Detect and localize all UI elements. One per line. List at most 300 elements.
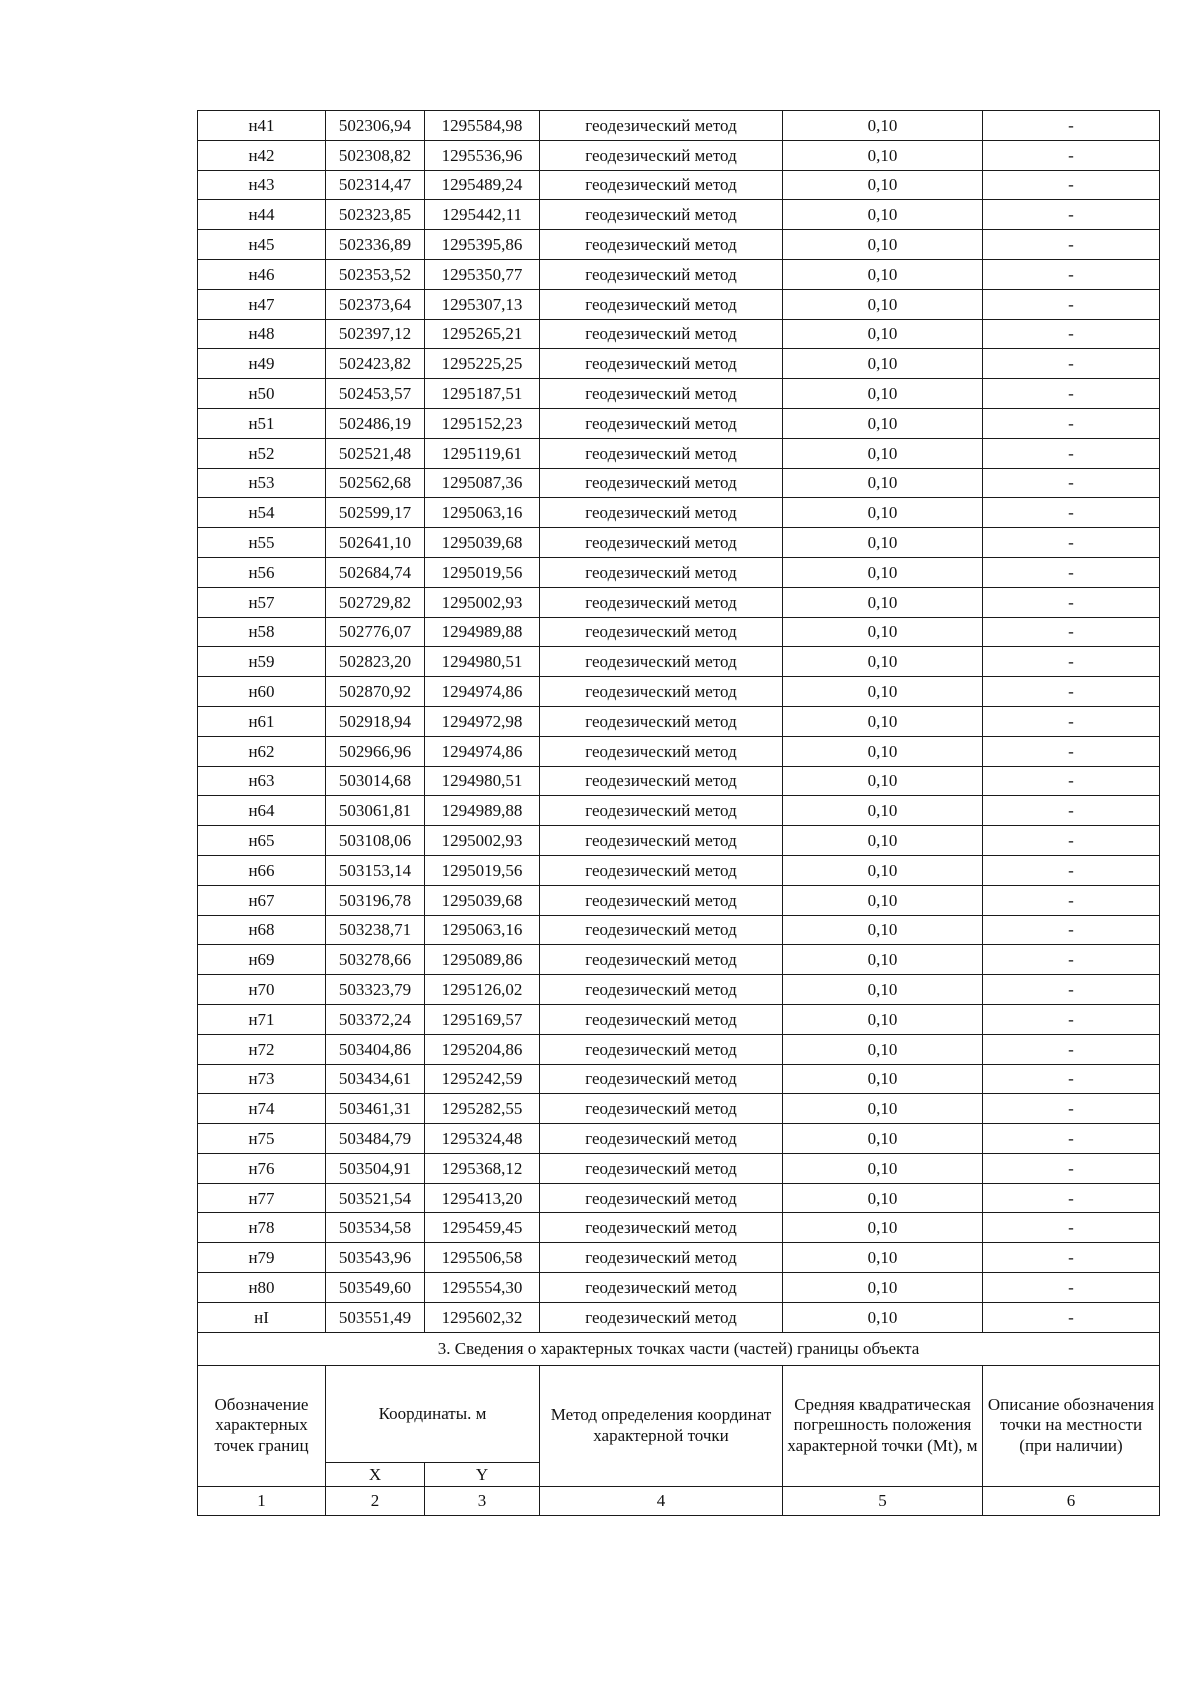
method-cell: геодезический метод bbox=[540, 408, 783, 438]
method-cell: геодезический метод bbox=[540, 945, 783, 975]
method-cell: геодезический метод bbox=[540, 1094, 783, 1124]
method-cell: геодезический метод bbox=[540, 736, 783, 766]
method-cell: геодезический метод bbox=[540, 200, 783, 230]
accuracy-cell: 0,10 bbox=[783, 1064, 983, 1094]
accuracy-cell: 0,10 bbox=[783, 766, 983, 796]
accuracy-cell: 0,10 bbox=[783, 796, 983, 826]
x-coordinate-cell: 502308,82 bbox=[326, 140, 425, 170]
description-cell: - bbox=[983, 111, 1160, 141]
point-cell: н56 bbox=[198, 557, 326, 587]
description-cell: - bbox=[983, 855, 1160, 885]
column-number: 2 bbox=[326, 1486, 425, 1515]
description-cell: - bbox=[983, 766, 1160, 796]
y-coordinate-cell: 1295152,23 bbox=[425, 408, 540, 438]
y-coordinate-cell: 1295019,56 bbox=[425, 557, 540, 587]
y-coordinate-cell: 1295307,13 bbox=[425, 289, 540, 319]
table-row bbox=[198, 408, 1160, 438]
accuracy-cell: 0,10 bbox=[783, 498, 983, 528]
y-coordinate-cell: 1295126,02 bbox=[425, 975, 540, 1005]
table-row bbox=[198, 587, 1160, 617]
point-cell: н73 bbox=[198, 1064, 326, 1094]
x-coordinate-cell: 503278,66 bbox=[326, 945, 425, 975]
point-cell: н49 bbox=[198, 349, 326, 379]
description-cell: - bbox=[983, 1273, 1160, 1303]
point-cell: н77 bbox=[198, 1183, 326, 1213]
point-cell: н45 bbox=[198, 230, 326, 260]
table-row bbox=[198, 736, 1160, 766]
x-coordinate-cell: 502918,94 bbox=[326, 706, 425, 736]
x-coordinate-cell: 503534,58 bbox=[326, 1213, 425, 1243]
point-cell: н74 bbox=[198, 1094, 326, 1124]
y-coordinate-cell: 1295204,86 bbox=[425, 1034, 540, 1064]
y-coordinate-cell: 1294974,86 bbox=[425, 677, 540, 707]
description-cell: - bbox=[983, 1064, 1160, 1094]
table-row bbox=[198, 468, 1160, 498]
description-cell: - bbox=[983, 259, 1160, 289]
y-coordinate-cell: 1295039,68 bbox=[425, 528, 540, 558]
description-cell: - bbox=[983, 408, 1160, 438]
x-coordinate-cell: 502453,57 bbox=[326, 379, 425, 409]
point-cell: н61 bbox=[198, 706, 326, 736]
x-coordinate-cell: 503404,86 bbox=[326, 1034, 425, 1064]
x-coordinate-cell: 503504,91 bbox=[326, 1153, 425, 1183]
accuracy-cell: 0,10 bbox=[783, 200, 983, 230]
description-cell: - bbox=[983, 945, 1160, 975]
y-coordinate-cell: 1295087,36 bbox=[425, 468, 540, 498]
y-coordinate-cell: 1295489,24 bbox=[425, 170, 540, 200]
table-row bbox=[198, 706, 1160, 736]
x-coordinate-cell: 502486,19 bbox=[326, 408, 425, 438]
description-cell: - bbox=[983, 289, 1160, 319]
accuracy-cell: 0,10 bbox=[783, 528, 983, 558]
x-coordinate-cell: 503153,14 bbox=[326, 855, 425, 885]
table-row bbox=[198, 796, 1160, 826]
y-coordinate-cell: 1295442,11 bbox=[425, 200, 540, 230]
table-row bbox=[198, 945, 1160, 975]
table-row bbox=[198, 1124, 1160, 1154]
accuracy-cell: 0,10 bbox=[783, 557, 983, 587]
y-coordinate-cell: 1295187,51 bbox=[425, 379, 540, 409]
table-row bbox=[198, 170, 1160, 200]
description-cell: - bbox=[983, 915, 1160, 945]
y-coordinate-cell: 1295265,21 bbox=[425, 319, 540, 349]
y-coordinate-cell: 1295350,77 bbox=[425, 259, 540, 289]
x-coordinate-cell: 503461,31 bbox=[326, 1094, 425, 1124]
point-cell: н64 bbox=[198, 796, 326, 826]
method-cell: геодезический метод bbox=[540, 557, 783, 587]
description-cell: - bbox=[983, 1213, 1160, 1243]
y-coordinate-cell: 1295368,12 bbox=[425, 1153, 540, 1183]
description-cell: - bbox=[983, 587, 1160, 617]
description-cell: - bbox=[983, 1153, 1160, 1183]
header-point-designation: Обозначение характерных точек границ bbox=[198, 1365, 326, 1486]
column-number: 1 bbox=[198, 1486, 326, 1515]
point-cell: н59 bbox=[198, 647, 326, 677]
description-cell: - bbox=[983, 1034, 1160, 1064]
method-cell: геодезический метод bbox=[540, 1064, 783, 1094]
accuracy-cell: 0,10 bbox=[783, 736, 983, 766]
y-coordinate-cell: 1295002,93 bbox=[425, 587, 540, 617]
point-cell: н69 bbox=[198, 945, 326, 975]
y-coordinate-cell: 1294980,51 bbox=[425, 766, 540, 796]
table-row bbox=[198, 230, 1160, 260]
method-cell: геодезический метод bbox=[540, 1124, 783, 1154]
method-cell: геодезический метод bbox=[540, 855, 783, 885]
description-cell: - bbox=[983, 1243, 1160, 1273]
accuracy-cell: 0,10 bbox=[783, 1004, 983, 1034]
table-row bbox=[198, 826, 1160, 856]
method-cell: геодезический метод bbox=[540, 617, 783, 647]
method-cell: геодезический метод bbox=[540, 230, 783, 260]
x-coordinate-cell: 503108,06 bbox=[326, 826, 425, 856]
accuracy-cell: 0,10 bbox=[783, 468, 983, 498]
description-cell: - bbox=[983, 1302, 1160, 1332]
method-cell: геодезический метод bbox=[540, 1213, 783, 1243]
table-row bbox=[198, 1273, 1160, 1303]
accuracy-cell: 0,10 bbox=[783, 587, 983, 617]
point-cell: н51 bbox=[198, 408, 326, 438]
method-cell: геодезический метод bbox=[540, 1273, 783, 1303]
point-cell: н46 bbox=[198, 259, 326, 289]
point-cell: н71 bbox=[198, 1004, 326, 1034]
table-row bbox=[198, 885, 1160, 915]
method-cell: геодезический метод bbox=[540, 438, 783, 468]
description-cell: - bbox=[983, 528, 1160, 558]
description-cell: - bbox=[983, 826, 1160, 856]
accuracy-cell: 0,10 bbox=[783, 826, 983, 856]
description-cell: - bbox=[983, 706, 1160, 736]
coordinates-table bbox=[197, 110, 1160, 1516]
method-cell: геодезический метод bbox=[540, 915, 783, 945]
x-coordinate-cell: 503014,68 bbox=[326, 766, 425, 796]
y-coordinate-cell: 1295039,68 bbox=[425, 885, 540, 915]
x-coordinate-cell: 502870,92 bbox=[326, 677, 425, 707]
description-cell: - bbox=[983, 885, 1160, 915]
table-row bbox=[198, 438, 1160, 468]
x-coordinate-cell: 502521,48 bbox=[326, 438, 425, 468]
point-cell: н63 bbox=[198, 766, 326, 796]
accuracy-cell: 0,10 bbox=[783, 1273, 983, 1303]
description-cell: - bbox=[983, 1094, 1160, 1124]
description-cell: - bbox=[983, 319, 1160, 349]
table-row bbox=[198, 1213, 1160, 1243]
section3-title: 3. Сведения о характерных точках части (частей) границы объекта bbox=[198, 1332, 1160, 1365]
point-cell: н52 bbox=[198, 438, 326, 468]
accuracy-cell: 0,10 bbox=[783, 677, 983, 707]
y-coordinate-cell: 1295119,61 bbox=[425, 438, 540, 468]
point-cell: н58 bbox=[198, 617, 326, 647]
point-cell: н60 bbox=[198, 677, 326, 707]
x-coordinate-cell: 502423,82 bbox=[326, 349, 425, 379]
y-coordinate-cell: 1295002,93 bbox=[425, 826, 540, 856]
column-number: 5 bbox=[783, 1486, 983, 1515]
point-cell: н53 bbox=[198, 468, 326, 498]
point-cell: н57 bbox=[198, 587, 326, 617]
accuracy-cell: 0,10 bbox=[783, 140, 983, 170]
table-row bbox=[198, 140, 1160, 170]
table-row bbox=[198, 319, 1160, 349]
y-coordinate-cell: 1295242,59 bbox=[425, 1064, 540, 1094]
y-coordinate-cell: 1295089,86 bbox=[425, 945, 540, 975]
point-cell: н70 bbox=[198, 975, 326, 1005]
table-row bbox=[198, 557, 1160, 587]
table-row bbox=[198, 379, 1160, 409]
coordinates-sheet bbox=[197, 110, 1159, 1516]
method-cell: геодезический метод bbox=[540, 498, 783, 528]
y-coordinate-cell: 1294989,88 bbox=[425, 617, 540, 647]
method-cell: геодезический метод bbox=[540, 379, 783, 409]
method-cell: геодезический метод bbox=[540, 1004, 783, 1034]
y-coordinate-cell: 1295169,57 bbox=[425, 1004, 540, 1034]
table-row bbox=[198, 855, 1160, 885]
description-cell: - bbox=[983, 677, 1160, 707]
point-cell: н75 bbox=[198, 1124, 326, 1154]
table-row bbox=[198, 111, 1160, 141]
coordinates-table-body bbox=[198, 111, 1160, 1333]
section3-header bbox=[198, 1332, 1160, 1515]
description-cell: - bbox=[983, 230, 1160, 260]
table-row bbox=[198, 647, 1160, 677]
x-coordinate-cell: 502353,52 bbox=[326, 259, 425, 289]
table-row bbox=[198, 1004, 1160, 1034]
method-cell: геодезический метод bbox=[540, 528, 783, 558]
x-coordinate-cell: 503323,79 bbox=[326, 975, 425, 1005]
table-row bbox=[198, 349, 1160, 379]
x-coordinate-cell: 502336,89 bbox=[326, 230, 425, 260]
accuracy-cell: 0,10 bbox=[783, 319, 983, 349]
table-row bbox=[198, 289, 1160, 319]
x-coordinate-cell: 502323,85 bbox=[326, 200, 425, 230]
column-number: 3 bbox=[425, 1486, 540, 1515]
description-cell: - bbox=[983, 647, 1160, 677]
method-cell: геодезический метод bbox=[540, 1034, 783, 1064]
accuracy-cell: 0,10 bbox=[783, 647, 983, 677]
accuracy-cell: 0,10 bbox=[783, 915, 983, 945]
point-cell: н68 bbox=[198, 915, 326, 945]
y-coordinate-cell: 1295602,32 bbox=[425, 1302, 540, 1332]
accuracy-cell: 0,10 bbox=[783, 111, 983, 141]
method-cell: геодезический метод bbox=[540, 975, 783, 1005]
x-coordinate-cell: 502306,94 bbox=[326, 111, 425, 141]
accuracy-cell: 0,10 bbox=[783, 885, 983, 915]
x-coordinate-cell: 502729,82 bbox=[326, 587, 425, 617]
method-cell: геодезический метод bbox=[540, 468, 783, 498]
description-cell: - bbox=[983, 1004, 1160, 1034]
table-row bbox=[198, 1183, 1160, 1213]
table-row bbox=[198, 200, 1160, 230]
method-cell: геодезический метод bbox=[540, 826, 783, 856]
accuracy-cell: 0,10 bbox=[783, 855, 983, 885]
y-coordinate-cell: 1295506,58 bbox=[425, 1243, 540, 1273]
table-row bbox=[198, 1034, 1160, 1064]
x-coordinate-cell: 503484,79 bbox=[326, 1124, 425, 1154]
table-row bbox=[198, 528, 1160, 558]
point-cell: н79 bbox=[198, 1243, 326, 1273]
method-cell: геодезический метод bbox=[540, 647, 783, 677]
column-number: 4 bbox=[540, 1486, 783, 1515]
point-cell: н47 bbox=[198, 289, 326, 319]
table-row bbox=[198, 677, 1160, 707]
point-cell: н44 bbox=[198, 200, 326, 230]
point-cell: н67 bbox=[198, 885, 326, 915]
accuracy-cell: 0,10 bbox=[783, 706, 983, 736]
table-row bbox=[198, 617, 1160, 647]
point-cell: н76 bbox=[198, 1153, 326, 1183]
accuracy-cell: 0,10 bbox=[783, 438, 983, 468]
table-row bbox=[198, 1064, 1160, 1094]
accuracy-cell: 0,10 bbox=[783, 975, 983, 1005]
method-cell: геодезический метод bbox=[540, 170, 783, 200]
point-cell: н55 bbox=[198, 528, 326, 558]
description-cell: - bbox=[983, 557, 1160, 587]
point-cell: н54 bbox=[198, 498, 326, 528]
description-cell: - bbox=[983, 140, 1160, 170]
method-cell: геодезический метод bbox=[540, 1302, 783, 1332]
point-cell: н66 bbox=[198, 855, 326, 885]
point-cell: н42 bbox=[198, 140, 326, 170]
accuracy-cell: 0,10 bbox=[783, 1094, 983, 1124]
x-coordinate-cell: 503434,61 bbox=[326, 1064, 425, 1094]
accuracy-cell: 0,10 bbox=[783, 1213, 983, 1243]
description-cell: - bbox=[983, 1124, 1160, 1154]
x-coordinate-cell: 503061,81 bbox=[326, 796, 425, 826]
table-row bbox=[198, 766, 1160, 796]
method-cell: геодезический метод bbox=[540, 259, 783, 289]
y-coordinate-cell: 1294974,86 bbox=[425, 736, 540, 766]
x-coordinate-cell: 503543,96 bbox=[326, 1243, 425, 1273]
x-coordinate-cell: 502314,47 bbox=[326, 170, 425, 200]
point-cell: н50 bbox=[198, 379, 326, 409]
x-coordinate-cell: 502562,68 bbox=[326, 468, 425, 498]
x-coordinate-cell: 503238,71 bbox=[326, 915, 425, 945]
y-coordinate-cell: 1295536,96 bbox=[425, 140, 540, 170]
header-y: Y bbox=[425, 1462, 540, 1486]
method-cell: геодезический метод bbox=[540, 766, 783, 796]
y-coordinate-cell: 1295554,30 bbox=[425, 1273, 540, 1303]
header-accuracy: Средняя квадратическая погрешность положения характерной точки (Mt), м bbox=[783, 1365, 983, 1486]
column-number: 6 bbox=[983, 1486, 1160, 1515]
table-row bbox=[198, 259, 1160, 289]
accuracy-cell: 0,10 bbox=[783, 945, 983, 975]
method-cell: геодезический метод bbox=[540, 706, 783, 736]
y-coordinate-cell: 1295413,20 bbox=[425, 1183, 540, 1213]
y-coordinate-cell: 1295019,56 bbox=[425, 855, 540, 885]
x-coordinate-cell: 502397,12 bbox=[326, 319, 425, 349]
accuracy-cell: 0,10 bbox=[783, 1183, 983, 1213]
x-coordinate-cell: 503549,60 bbox=[326, 1273, 425, 1303]
method-cell: геодезический метод bbox=[540, 677, 783, 707]
y-coordinate-cell: 1295225,25 bbox=[425, 349, 540, 379]
x-coordinate-cell: 503521,54 bbox=[326, 1183, 425, 1213]
method-cell: геодезический метод bbox=[540, 1153, 783, 1183]
header-method: Метод определения координат характерной точки bbox=[540, 1365, 783, 1486]
x-coordinate-cell: 503372,24 bbox=[326, 1004, 425, 1034]
description-cell: - bbox=[983, 796, 1160, 826]
y-coordinate-cell: 1295324,48 bbox=[425, 1124, 540, 1154]
description-cell: - bbox=[983, 349, 1160, 379]
y-coordinate-cell: 1295282,55 bbox=[425, 1094, 540, 1124]
description-cell: - bbox=[983, 468, 1160, 498]
description-cell: - bbox=[983, 200, 1160, 230]
method-cell: геодезический метод bbox=[540, 349, 783, 379]
y-coordinate-cell: 1295395,86 bbox=[425, 230, 540, 260]
accuracy-cell: 0,10 bbox=[783, 1153, 983, 1183]
method-cell: геодезический метод bbox=[540, 319, 783, 349]
y-coordinate-cell: 1295459,45 bbox=[425, 1213, 540, 1243]
description-cell: - bbox=[983, 975, 1160, 1005]
description-cell: - bbox=[983, 438, 1160, 468]
accuracy-cell: 0,10 bbox=[783, 617, 983, 647]
x-coordinate-cell: 502599,17 bbox=[326, 498, 425, 528]
method-cell: геодезический метод bbox=[540, 1183, 783, 1213]
accuracy-cell: 0,10 bbox=[783, 289, 983, 319]
y-coordinate-cell: 1295063,16 bbox=[425, 915, 540, 945]
description-cell: - bbox=[983, 736, 1160, 766]
x-coordinate-cell: 502776,07 bbox=[326, 617, 425, 647]
method-cell: геодезический метод bbox=[540, 140, 783, 170]
point-cell: н78 bbox=[198, 1213, 326, 1243]
point-cell: нI bbox=[198, 1302, 326, 1332]
y-coordinate-cell: 1294980,51 bbox=[425, 647, 540, 677]
point-cell: н43 bbox=[198, 170, 326, 200]
method-cell: геодезический метод bbox=[540, 111, 783, 141]
description-cell: - bbox=[983, 1183, 1160, 1213]
y-coordinate-cell: 1295063,16 bbox=[425, 498, 540, 528]
description-cell: - bbox=[983, 379, 1160, 409]
method-cell: геодезический метод bbox=[540, 796, 783, 826]
table-row bbox=[198, 1094, 1160, 1124]
accuracy-cell: 0,10 bbox=[783, 408, 983, 438]
header-coordinates: Координаты. м bbox=[326, 1365, 540, 1462]
table-row bbox=[198, 498, 1160, 528]
x-coordinate-cell: 502684,74 bbox=[326, 557, 425, 587]
accuracy-cell: 0,10 bbox=[783, 259, 983, 289]
method-cell: геодезический метод bbox=[540, 289, 783, 319]
header-x: X bbox=[326, 1462, 425, 1486]
method-cell: геодезический метод bbox=[540, 885, 783, 915]
table-row bbox=[198, 915, 1160, 945]
method-cell: геодезический метод bbox=[540, 1243, 783, 1273]
accuracy-cell: 0,10 bbox=[783, 1302, 983, 1332]
accuracy-cell: 0,10 bbox=[783, 1243, 983, 1273]
y-coordinate-cell: 1294972,98 bbox=[425, 706, 540, 736]
table-row bbox=[198, 1153, 1160, 1183]
point-cell: н41 bbox=[198, 111, 326, 141]
accuracy-cell: 0,10 bbox=[783, 1034, 983, 1064]
method-cell: геодезический метод bbox=[540, 587, 783, 617]
point-cell: н72 bbox=[198, 1034, 326, 1064]
point-cell: н48 bbox=[198, 319, 326, 349]
point-cell: н65 bbox=[198, 826, 326, 856]
accuracy-cell: 0,10 bbox=[783, 170, 983, 200]
description-cell: - bbox=[983, 170, 1160, 200]
table-row bbox=[198, 1243, 1160, 1273]
accuracy-cell: 0,10 bbox=[783, 349, 983, 379]
description-cell: - bbox=[983, 498, 1160, 528]
accuracy-cell: 0,10 bbox=[783, 379, 983, 409]
description-cell: - bbox=[983, 617, 1160, 647]
accuracy-cell: 0,10 bbox=[783, 230, 983, 260]
x-coordinate-cell: 502373,64 bbox=[326, 289, 425, 319]
x-coordinate-cell: 502823,20 bbox=[326, 647, 425, 677]
table-row bbox=[198, 975, 1160, 1005]
table-row bbox=[198, 1302, 1160, 1332]
x-coordinate-cell: 503551,49 bbox=[326, 1302, 425, 1332]
point-cell: н62 bbox=[198, 736, 326, 766]
point-cell: н80 bbox=[198, 1273, 326, 1303]
accuracy-cell: 0,10 bbox=[783, 1124, 983, 1154]
header-description: Описание обозначения точки на местности (при наличии) bbox=[983, 1365, 1160, 1486]
